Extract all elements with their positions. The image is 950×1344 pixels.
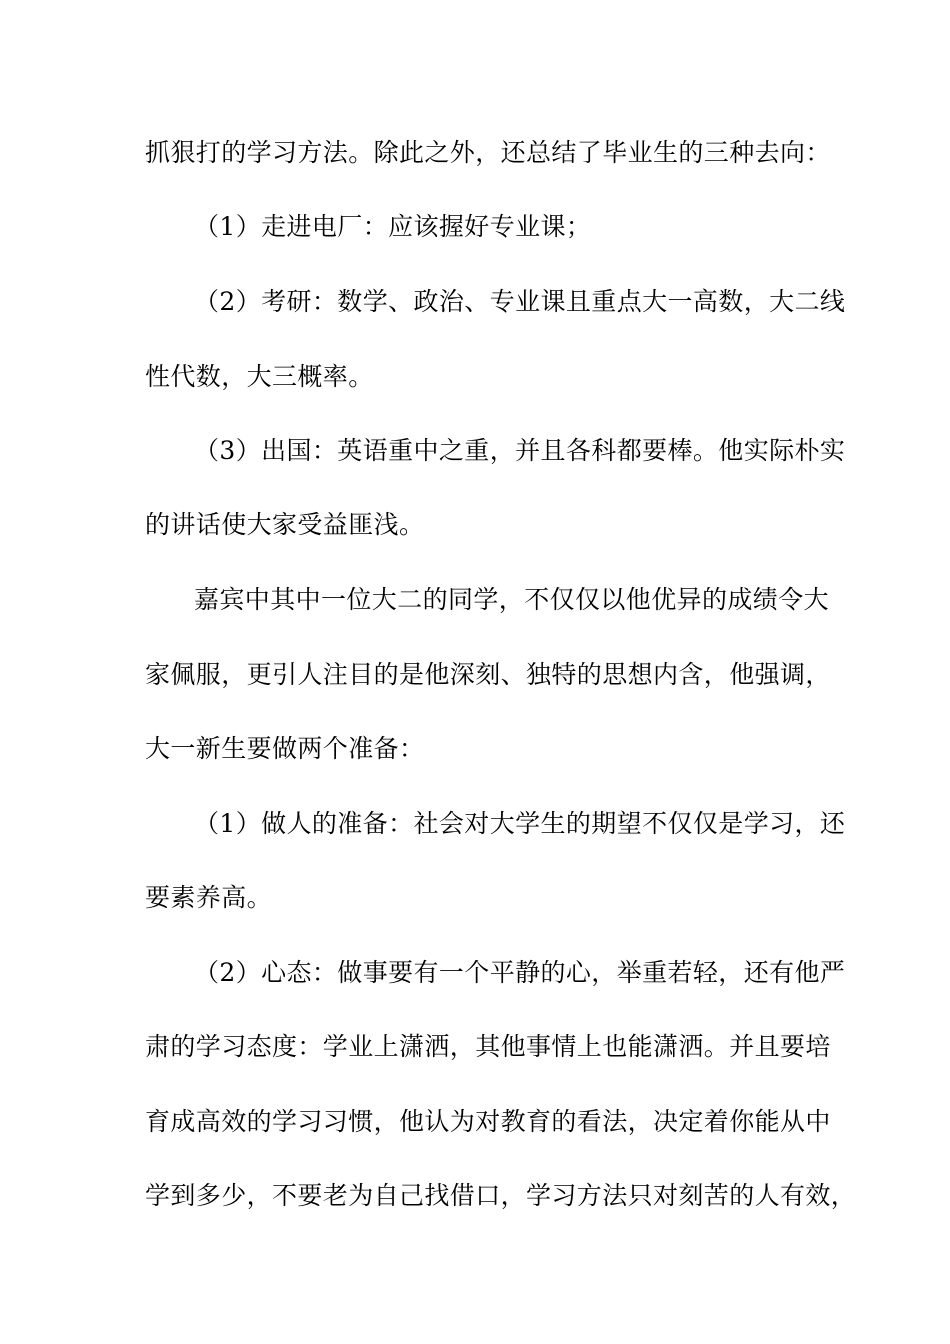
text-line: （1）走进电厂：应该握好专业课； — [194, 212, 592, 241]
text-line: 家佩服，更引人注目的是他深刻、独特的思想内含，他强调， — [145, 660, 831, 689]
text-line: （1）做人的准备：社会对大学生的期望不仅仅是学习，还 — [194, 809, 846, 838]
text-line: 肃的学习态度：学业上潇洒，其他事情上也能潇洒。并且要培 — [145, 1032, 831, 1061]
text-line: 育成高效的学习习惯，他认为对教育的看法，决定着你能从中 — [145, 1107, 831, 1136]
text-line: （2）考研：数学、政治、专业课且重点大一高数，大二线 — [194, 287, 846, 316]
text-line: 性代数，大三概率。 — [145, 362, 374, 391]
text-line: （3）出国：英语重中之重，并且各科都要棒。他实际朴实 — [194, 436, 846, 465]
text-line: 学到多少，不要老为自己找借口，学习方法只对刻苦的人有效， — [145, 1181, 857, 1210]
text-line: 的讲话使大家受益匪浅。 — [145, 510, 425, 539]
text-line: 要素养高。 — [145, 883, 273, 912]
text-line: 抓狠打的学习方法。除此之外，还总结了毕业生的三种去向： — [145, 138, 831, 167]
text-line: 嘉宾中其中一位大二的同学，不仅仅以他优异的成绩令大 — [194, 585, 830, 614]
text-line: 大一新生要做两个准备： — [145, 734, 425, 763]
text-line: （2）心态：做事要有一个平静的心，举重若轻，还有他严 — [194, 958, 846, 987]
